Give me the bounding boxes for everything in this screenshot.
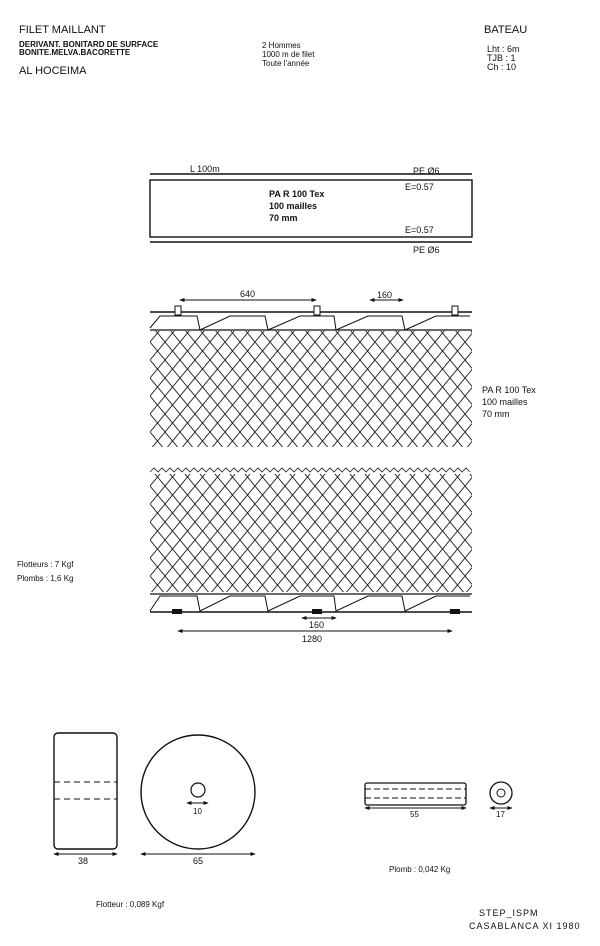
total-sinker-weight: Plombs : 1,6 Kg [17,574,74,583]
headrope-label: PE Ø6 [413,166,440,176]
location: AL HOCEIMA [19,65,87,77]
sinker-side-view [365,783,466,808]
footrope-label: PE Ø6 [413,245,440,255]
tie-spacing-top-label: 160 [377,290,393,300]
net-meshes-deep: 100 mailles [269,201,318,211]
net-mesh-upper [150,331,472,447]
float-spacing-label: 640 [240,289,256,299]
detail-material: PA R 100 Tex [482,385,536,395]
boat-power: Ch : 10 [487,62,517,72]
sinker-weight-label: Plomb : 0,042 Kg [389,865,451,874]
sinker-length-label: 55 [410,810,419,819]
float-front-view [141,735,255,854]
total-length-label: 1280 [302,634,323,644]
total-float-buoyancy: Flotteurs : 7 Kgf [17,560,74,569]
tie-spacing-bottom-label: 160 [309,620,325,630]
float-diameter-label: 65 [193,856,204,866]
boat-tonnage: TJB : 1 [487,53,516,63]
float-width-label: 38 [78,856,89,866]
mesh-cut-top [150,468,470,472]
net-mesh-size: 70 mm [269,213,298,223]
subtitle-line-2: BONITE.MELVA.BACORETTE [19,48,131,57]
season-info: Toute l'année [262,59,310,68]
sinker-diameter-label: 17 [496,810,505,819]
float-buoyancy-label: Flotteur : 0,089 Kgf [96,900,165,909]
place-and-date: CASABLANCA XI 1980 [469,921,581,931]
net-length-label: L 100m [190,164,220,174]
boat-title: BATEAU [484,24,528,36]
sinker-front-view [490,782,512,808]
net-length-info: 1000 m de filet [262,50,315,59]
boat-length: Lht : 6m [487,44,520,54]
detail-meshes: 100 mailles [482,397,528,407]
float-side-view [54,733,117,854]
crew-info: 2 Hommes [262,41,301,50]
net-mesh-lower [150,474,472,592]
title: FILET MAILLANT [19,24,106,36]
subtitle-line-1: DERIVANT. BONITARD DE SURFACE [19,40,159,49]
net-material: PA R 100 Tex [269,189,325,199]
float-line [150,306,472,330]
float-hole-label: 10 [193,807,202,816]
detail-mesh-size: 70 mm [482,409,510,419]
hanging-ratio-bottom: E=0.57 [405,225,434,235]
lead-line [150,594,472,614]
organization: STEP_ISPM [479,908,539,918]
hanging-ratio-top: E=0.57 [405,182,434,192]
